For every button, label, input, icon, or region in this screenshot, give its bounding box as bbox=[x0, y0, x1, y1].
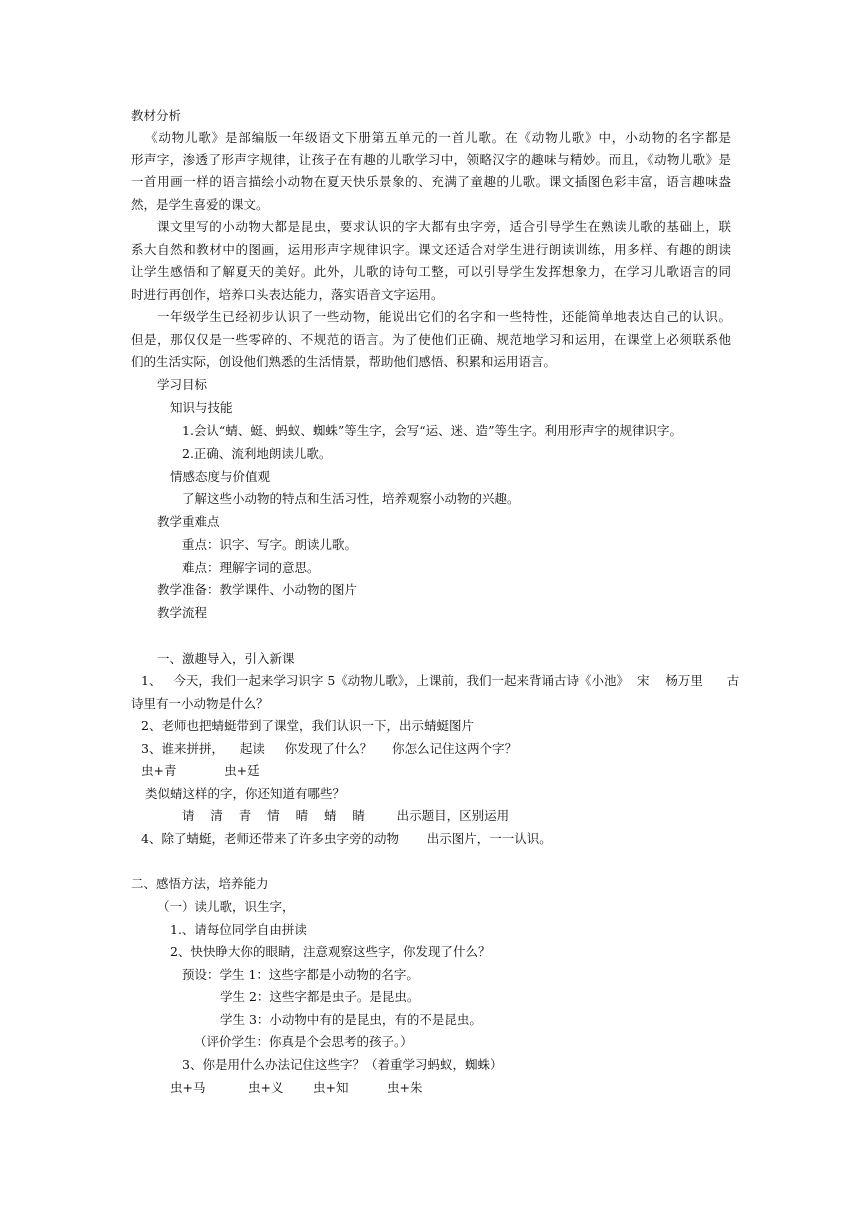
knowledge-heading: 知识与技能 bbox=[170, 400, 233, 415]
keypoints-heading: 教学重难点 bbox=[157, 514, 220, 529]
analysis-p1-line4: 然，是学生喜爱的课文。 bbox=[131, 197, 269, 212]
analysis-p3-line1: 一年级学生已经初步认识了一些动物，能说出它们的名字和一些特性，还能简单地表达自己的认识。 bbox=[157, 309, 731, 324]
analysis-p2-line3: 让学生感悟和了解夏天的美好。此外，儿歌的诗句工整，可以引导学生发挥想象力，在学习儿歌语言的同 bbox=[131, 264, 731, 279]
analysis-p2-line2: 系大自然和教材中的图画，运用形声字规律识字。课文还适合对学生进行朗读训练，用多样、有趣的朗读 bbox=[131, 242, 731, 257]
analysis-p2-line1: 课文里写的小动物大都是昆虫，要求认识的字大都有虫字旁，适合引导学生在熟读儿歌的基础上，联 bbox=[157, 219, 731, 234]
teaching-prep: 教学准备：教学课件、小动物的图片 bbox=[157, 582, 358, 597]
section2-sub1: （一）读儿歌，识生字， bbox=[157, 899, 295, 914]
keypoints-difficulty: 难点：理解字词的意思。 bbox=[182, 560, 320, 575]
document-title: 教材分析 bbox=[131, 108, 182, 123]
section1-line8: 4、除了蜻蜓，老师还带来了许多虫字旁的动物 出示图片，一一认识。 bbox=[141, 831, 552, 846]
analysis-p3-line3: 们的生活实际，创设他们熟悉的生活情景，帮助他们感悟、积累和运用语言。 bbox=[131, 354, 557, 369]
section2-heading: 二、感悟方法，培养能力 bbox=[131, 876, 269, 891]
section1-line5: 虫+青 虫+廷 bbox=[141, 763, 260, 778]
emotion-heading: 情感态度与价值观 bbox=[170, 469, 271, 484]
section2-step1: 1.、请每位同学自由拼读 bbox=[170, 922, 307, 937]
analysis-p2-line4: 时进行再创作，培养口头表达能力，落实语音文字运用。 bbox=[131, 287, 444, 302]
section2-preset3: 学生 3：小动物中有的是昆虫，有的不是昆虫。 bbox=[220, 1012, 482, 1027]
section1-line7: 请 清 青 情 晴 蜻 睛 出示题目，区别运用 bbox=[182, 808, 510, 823]
teaching-flow-heading: 教学流程 bbox=[157, 605, 208, 620]
section2-step3: 3、你是用什么办法记住这些字？（着重学习蚂蚁，蜘蛛） bbox=[182, 1057, 503, 1072]
section1-line4: 3、谁来拼拼， 起读 你发现了什么？ 你怎么记住这两个字？ bbox=[141, 741, 518, 756]
section1-line2: 诗里有一小动物是什么？ bbox=[131, 696, 269, 711]
section1-heading: 一、激趣导入，引入新课 bbox=[157, 651, 295, 666]
keypoints-focus: 重点：识字、写字。朗读儿歌。 bbox=[182, 537, 358, 552]
radical-part-2: 虫+义 bbox=[248, 1080, 284, 1095]
analysis-p3-line2: 但是，那仅仅是一些零碎的、不规范的语言。为了使他们正确、规范地学习和运用，在课堂上必须联系他 bbox=[131, 332, 731, 347]
section1-line3: 2、老师也把蜻蜓带到了课堂，我们认识一下，出示蜻蜓图片 bbox=[141, 718, 474, 733]
analysis-p1-line2: 形声字，渗透了形声字规律，让孩子在有趣的儿歌学习中，领略汉字的趣味与精妙。而且，《动物儿歌》是 bbox=[131, 152, 731, 167]
section2-step2: 2、快快睁大你的眼睛，注意观察这些字，你发现了什么？ bbox=[170, 944, 491, 959]
section2-preset1: 预设：学生 1：这些字都是小动物的名字。 bbox=[182, 967, 419, 982]
emotion-item-1: 了解这些小动物的特点和生活习性，培养观察小动物的兴趣。 bbox=[182, 491, 520, 506]
section1-line6: 类似蜻这样的字，你还知道有哪些？ bbox=[145, 786, 346, 801]
knowledge-item-2: 2.正确、流利地朗读儿歌。 bbox=[182, 446, 332, 461]
radical-part-1: 虫+马 bbox=[170, 1080, 206, 1095]
section1-line1: 1、 今天，我们一起来学习识字 5《动物儿歌》，上课前，我们一起来背诵古诗《小池》 宋 杨万里 古 bbox=[141, 673, 740, 688]
analysis-p1-line1: 《动物儿歌》是部编版一年级语文下册第五单元的一首儿歌。在《动物儿歌》中，小动物的名字都是 bbox=[145, 130, 731, 145]
knowledge-item-1: 1.会认“蜻、蜓、蚂蚁、蜘蛛”等生字，会写“运、迷、造”等生字。利用形声字的规律识字。 bbox=[182, 423, 682, 438]
goals-heading: 学习目标 bbox=[157, 377, 208, 392]
analysis-p1-line3: 一首用画一样的语言描绘小动物在夏天快乐景象的、充满了童趣的儿歌。课文插图色彩丰富，语言趣味盎 bbox=[131, 174, 731, 189]
radical-part-4: 虫+朱 bbox=[387, 1080, 423, 1095]
radical-part-3: 虫+知 bbox=[313, 1080, 349, 1095]
section2-evaluation: （评价学生：你真是个会思考的孩子。） bbox=[194, 1034, 413, 1049]
section2-preset2: 学生 2：这些字都是虫子。是昆虫。 bbox=[220, 989, 420, 1004]
